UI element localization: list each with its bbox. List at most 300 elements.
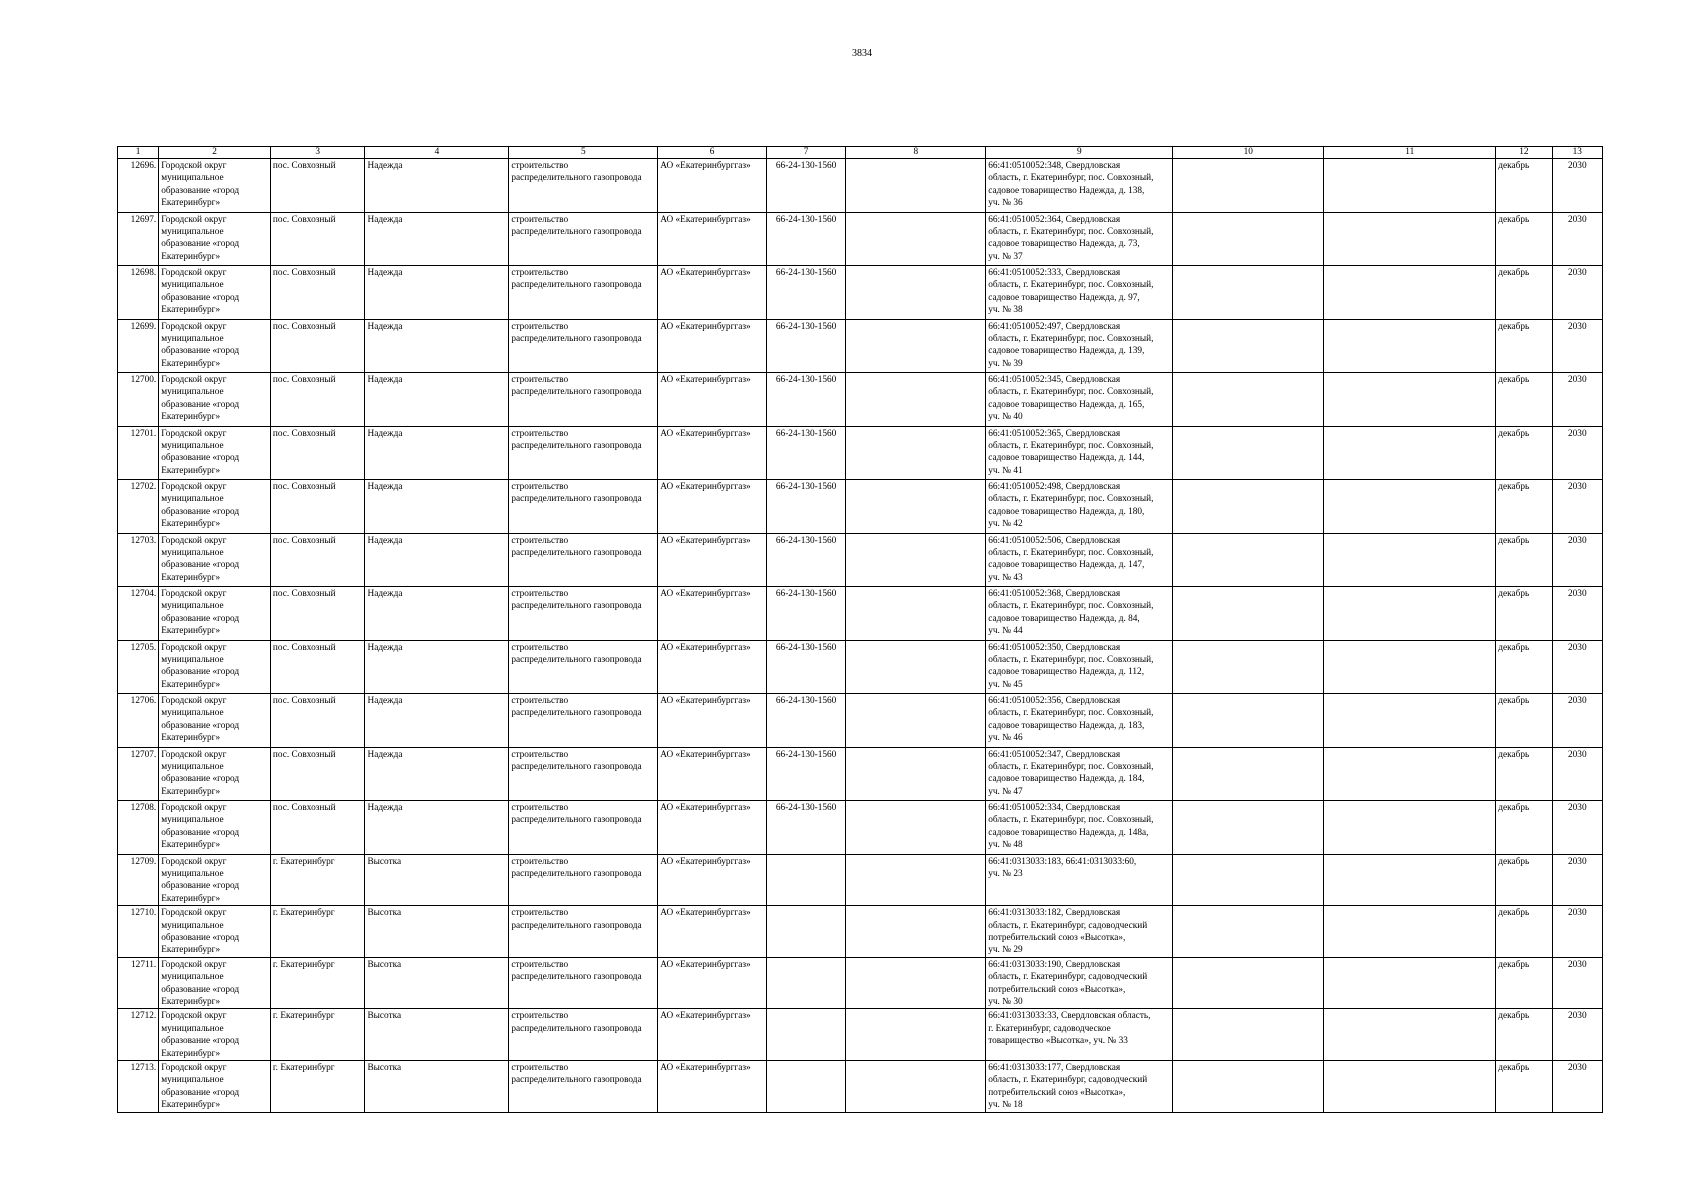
month-text: декабрь	[1498, 642, 1530, 653]
column-8-cell	[846, 159, 986, 213]
settlement-text: пос. Совхозный	[272, 696, 336, 706]
table-row	[118, 747, 1603, 801]
code-text: 66-24-130-1560	[775, 375, 837, 385]
column-header: 9	[986, 147, 1173, 159]
column-11-cell	[1324, 212, 1496, 266]
operator-text: АО «Екатеринбурггаз»	[660, 856, 751, 867]
registry-table	[117, 146, 1603, 1113]
code-cell	[766, 640, 845, 694]
settlement-text: пос. Совхозный	[272, 803, 336, 813]
table-row	[118, 906, 1603, 958]
year-text: 2030	[1568, 908, 1587, 919]
table-row	[118, 373, 1603, 427]
year-text: 2030	[1568, 589, 1587, 599]
row-number-cell	[118, 957, 159, 1009]
settlement-text: пос. Совхозный	[272, 268, 336, 278]
settlement-text: пос. Совхозный	[272, 482, 336, 492]
object-name-cell	[365, 1061, 509, 1113]
cadastral-address-text: 66:41:0510052:497, Свердловская область, г. Екатеринбург, пос. Совхозный, садовое товарищество Надежда, д. 139, уч. № 39	[988, 321, 1154, 369]
year-text: 2030	[1568, 428, 1587, 439]
operator-text: АО «Екатеринбурггаз»	[660, 696, 751, 706]
operator-text: АО «Екатеринбурггаз»	[660, 1011, 751, 1022]
column-11-cell	[1324, 1009, 1496, 1061]
month-cell	[1496, 1061, 1552, 1113]
operator-cell	[658, 801, 767, 855]
municipality-text: Городской округ муниципальное образование «город Екатеринбург»	[161, 959, 240, 1007]
cadastral-address-cell	[986, 212, 1173, 266]
code-text: 66-24-130-1560	[775, 428, 837, 439]
operator-text: АО «Екатеринбурггаз»	[660, 803, 751, 813]
settlement-text: г. Екатеринбург	[272, 908, 335, 919]
operator-text: АО «Екатеринбурггаз»	[660, 535, 751, 546]
operator-text: АО «Екатеринбурггаз»	[660, 161, 751, 171]
year-text: 2030	[1568, 642, 1587, 653]
municipality-cell	[159, 587, 271, 641]
work-type-text: строительство распределительного газопровода	[511, 749, 642, 772]
month-text: декабрь	[1498, 1011, 1530, 1022]
column-10-cell	[1173, 747, 1324, 801]
row-number-cell	[118, 587, 159, 641]
municipality-cell	[159, 854, 271, 906]
cadastral-address-cell	[986, 1009, 1173, 1061]
settlement-text: пос. Совхозный	[272, 589, 336, 599]
column-8-cell	[846, 906, 986, 958]
row-number-cell	[118, 212, 159, 266]
row-number-text: 12713.	[130, 1063, 157, 1073]
operator-cell	[658, 957, 767, 1009]
work-type-cell	[509, 801, 658, 855]
column-10-cell	[1173, 426, 1324, 480]
object-name-text: Высотка	[367, 959, 402, 970]
code-text: 66-24-130-1560	[775, 214, 837, 225]
cadastral-address-cell	[986, 747, 1173, 801]
month-text: декабрь	[1498, 959, 1530, 970]
month-cell	[1496, 533, 1552, 587]
work-type-cell	[509, 266, 658, 320]
row-number-cell	[118, 747, 159, 801]
work-type-cell	[509, 212, 658, 266]
row-number-cell	[118, 854, 159, 906]
work-type-text: строительство распределительного газопровода	[511, 428, 642, 451]
object-name-text: Надежда	[367, 749, 403, 760]
code-text: 66-24-130-1560	[775, 589, 837, 599]
month-cell	[1496, 426, 1552, 480]
settlement-text: пос. Совхозный	[272, 321, 336, 332]
settlement-text: г. Екатеринбург	[272, 1063, 335, 1073]
month-text: декабрь	[1498, 428, 1530, 439]
row-number-cell	[118, 801, 159, 855]
object-name-text: Высотка	[367, 1011, 402, 1022]
column-10-cell	[1173, 854, 1324, 906]
month-text: декабрь	[1498, 589, 1530, 599]
object-name-cell	[365, 159, 509, 213]
row-number-cell	[118, 159, 159, 213]
cadastral-address-text: 66:41:0510052:498, Свердловская область, г. Екатеринбург, пос. Совхозный, садовое товарищество Надежда, д. 180, уч. № 42	[988, 482, 1154, 530]
column-header: 10	[1173, 147, 1324, 159]
row-number-text: 12703.	[130, 535, 157, 546]
row-number-cell	[118, 319, 159, 373]
year-text: 2030	[1568, 959, 1587, 970]
settlement-cell	[270, 1061, 365, 1113]
operator-cell	[658, 694, 767, 748]
code-cell	[766, 319, 845, 373]
cadastral-address-text: 66:41:0510052:350, Свердловская область, г. Екатеринбург, пос. Совхозный, садовое товарищество Надежда, д. 112, уч. № 45	[988, 642, 1154, 690]
cadastral-address-text: 66:41:0510052:368, Свердловская область, г. Екатеринбург, пос. Совхозный, садовое товарищество Надежда, д. 84, уч. № 44	[988, 589, 1154, 637]
row-number-text: 12706.	[130, 696, 157, 706]
settlement-cell	[270, 480, 365, 534]
column-header: 1	[118, 147, 159, 159]
row-number-cell	[118, 1009, 159, 1061]
column-10-cell	[1173, 159, 1324, 213]
municipality-text: Городской округ муниципальное образование «город Екатеринбург»	[161, 1063, 240, 1111]
work-type-text: строительство распределительного газопровода	[511, 803, 642, 826]
column-header: 4	[365, 147, 509, 159]
row-number-text: 12705.	[130, 642, 157, 653]
settlement-text: пос. Совхозный	[272, 749, 336, 760]
cadastral-address-text: 66:41:0510052:348, Свердловская область, г. Екатеринбург, пос. Совхозный, садовое товарищество Надежда, д. 138, уч. № 36	[988, 161, 1154, 209]
code-text: 66-24-130-1560	[775, 749, 837, 760]
row-number-text: 12699.	[130, 321, 157, 332]
column-header: 6	[658, 147, 767, 159]
code-text: 66-24-130-1560	[775, 268, 837, 278]
row-number-cell	[118, 533, 159, 587]
work-type-text: строительство распределительного газопровода	[511, 589, 642, 612]
work-type-cell	[509, 373, 658, 427]
month-cell	[1496, 957, 1552, 1009]
object-name-cell	[365, 640, 509, 694]
column-11-cell	[1324, 906, 1496, 958]
code-text: 66-24-130-1560	[775, 161, 837, 171]
table-row	[118, 1061, 1603, 1113]
object-name-cell	[365, 694, 509, 748]
row-number-text: 12711.	[131, 959, 157, 970]
work-type-cell	[509, 426, 658, 480]
municipality-cell	[159, 957, 271, 1009]
object-name-text: Высотка	[367, 856, 402, 867]
work-type-text: строительство распределительного газопровода	[511, 642, 642, 665]
settlement-text: пос. Совхозный	[272, 535, 336, 546]
work-type-cell	[509, 640, 658, 694]
code-cell	[766, 906, 845, 958]
column-header: 2	[159, 147, 271, 159]
column-10-cell	[1173, 587, 1324, 641]
month-cell	[1496, 694, 1552, 748]
column-11-cell	[1324, 319, 1496, 373]
code-cell	[766, 373, 845, 427]
row-number-text: 12702.	[130, 482, 157, 492]
work-type-cell	[509, 1009, 658, 1061]
cadastral-address-cell	[986, 159, 1173, 213]
object-name-cell	[365, 533, 509, 587]
municipality-cell	[159, 747, 271, 801]
month-cell	[1496, 801, 1552, 855]
code-text: 66-24-130-1560	[775, 321, 837, 332]
code-cell	[766, 212, 845, 266]
operator-text: АО «Екатеринбурггаз»	[660, 214, 751, 225]
cadastral-address-cell	[986, 957, 1173, 1009]
row-number-cell	[118, 1061, 159, 1113]
month-text: декабрь	[1498, 161, 1530, 171]
settlement-cell	[270, 747, 365, 801]
year-cell	[1552, 480, 1602, 534]
column-8-cell	[846, 480, 986, 534]
municipality-cell	[159, 159, 271, 213]
month-cell	[1496, 587, 1552, 641]
table-row	[118, 426, 1603, 480]
column-10-cell	[1173, 533, 1324, 587]
settlement-cell	[270, 640, 365, 694]
municipality-text: Городской округ муниципальное образование «город Екатеринбург»	[161, 428, 240, 476]
column-11-cell	[1324, 533, 1496, 587]
settlement-cell	[270, 801, 365, 855]
code-text: 66-24-130-1560	[775, 696, 837, 706]
settlement-cell	[270, 319, 365, 373]
column-11-cell	[1324, 480, 1496, 534]
operator-text: АО «Екатеринбурггаз»	[660, 482, 751, 492]
column-8-cell	[846, 854, 986, 906]
operator-cell	[658, 906, 767, 958]
year-text: 2030	[1568, 375, 1587, 385]
operator-text: АО «Екатеринбурггаз»	[660, 642, 751, 653]
column-10-cell	[1173, 1061, 1324, 1113]
cadastral-address-cell	[986, 373, 1173, 427]
row-number-text: 12704.	[130, 589, 157, 599]
row-number-cell	[118, 266, 159, 320]
municipality-cell	[159, 373, 271, 427]
operator-text: АО «Екатеринбурггаз»	[660, 959, 751, 970]
year-cell	[1552, 266, 1602, 320]
operator-cell	[658, 640, 767, 694]
row-number-cell	[118, 426, 159, 480]
object-name-cell	[365, 1009, 509, 1061]
operator-text: АО «Екатеринбурггаз»	[660, 321, 751, 332]
table-row	[118, 801, 1603, 855]
municipality-cell	[159, 694, 271, 748]
code-text: 66-24-130-1560	[775, 482, 837, 492]
cadastral-address-text: 66:41:0510052:333, Свердловская область, г. Екатеринбург, пос. Совхозный, садовое товарищество Надежда, д. 97, уч. № 38	[988, 268, 1154, 316]
table-row	[118, 694, 1603, 748]
municipality-text: Городской округ муниципальное образование «город Екатеринбург»	[161, 482, 240, 530]
column-8-cell	[846, 266, 986, 320]
work-type-text: строительство распределительного газопровода	[511, 959, 642, 983]
year-text: 2030	[1568, 1063, 1587, 1073]
column-10-cell	[1173, 319, 1324, 373]
row-number-text: 12698.	[130, 268, 157, 278]
operator-cell	[658, 319, 767, 373]
cadastral-address-cell	[986, 906, 1173, 958]
year-cell	[1552, 801, 1602, 855]
row-number-text: 12701.	[130, 428, 157, 439]
year-text: 2030	[1568, 749, 1587, 760]
object-name-cell	[365, 587, 509, 641]
operator-text: АО «Екатеринбурггаз»	[660, 268, 751, 278]
row-number-cell	[118, 640, 159, 694]
month-text: декабрь	[1498, 214, 1530, 225]
year-text: 2030	[1568, 214, 1587, 225]
table-row	[118, 1009, 1603, 1061]
column-11-cell	[1324, 694, 1496, 748]
operator-cell	[658, 1009, 767, 1061]
column-10-cell	[1173, 906, 1324, 958]
column-10-cell	[1173, 1009, 1324, 1061]
column-11-cell	[1324, 747, 1496, 801]
month-cell	[1496, 1009, 1552, 1061]
object-name-text: Надежда	[367, 321, 403, 332]
column-10-cell	[1173, 266, 1324, 320]
cadastral-address-text: 66:41:0313033:182, Свердловская область, г. Екатеринбург, садоводческий потребительский союз «Высотка», уч. № 29	[988, 908, 1148, 956]
month-cell	[1496, 747, 1552, 801]
operator-text: АО «Екатеринбурггаз»	[660, 589, 751, 599]
settlement-cell	[270, 266, 365, 320]
work-type-cell	[509, 159, 658, 213]
municipality-text: Городской округ муниципальное образование «город Екатеринбург»	[161, 535, 240, 583]
code-cell	[766, 587, 845, 641]
object-name-cell	[365, 957, 509, 1009]
settlement-text: пос. Совхозный	[272, 375, 336, 385]
header-row	[118, 147, 1603, 159]
object-name-text: Надежда	[367, 803, 403, 813]
year-cell	[1552, 1061, 1602, 1113]
row-number-text: 12700.	[130, 375, 157, 385]
column-10-cell	[1173, 694, 1324, 748]
year-cell	[1552, 694, 1602, 748]
object-name-text: Надежда	[367, 482, 403, 492]
municipality-text: Городской округ муниципальное образование «город Екатеринбург»	[161, 803, 240, 851]
municipality-text: Городской округ муниципальное образование «город Екатеринбург»	[161, 696, 240, 744]
column-header: 7	[766, 147, 845, 159]
row-number-text: 12709.	[130, 856, 157, 867]
row-number-cell	[118, 480, 159, 534]
settlement-cell	[270, 426, 365, 480]
column-11-cell	[1324, 266, 1496, 320]
month-text: декабрь	[1498, 321, 1530, 332]
column-8-cell	[846, 801, 986, 855]
year-cell	[1552, 854, 1602, 906]
settlement-text: пос. Совхозный	[272, 428, 336, 439]
month-cell	[1496, 854, 1552, 906]
code-cell	[766, 533, 845, 587]
month-text: декабрь	[1498, 482, 1530, 492]
month-text: декабрь	[1498, 1063, 1530, 1073]
work-type-cell	[509, 854, 658, 906]
settlement-text: г. Екатеринбург	[272, 959, 335, 970]
column-11-cell	[1324, 373, 1496, 427]
municipality-text: Городской округ муниципальное образование «город Екатеринбург»	[161, 268, 240, 316]
object-name-text: Надежда	[367, 214, 403, 225]
municipality-cell	[159, 801, 271, 855]
column-8-cell	[846, 1061, 986, 1113]
municipality-text: Городской округ муниципальное образование «город Екатеринбург»	[161, 856, 240, 904]
object-name-text: Высотка	[367, 1063, 402, 1073]
operator-cell	[658, 587, 767, 641]
work-type-cell	[509, 587, 658, 641]
operator-text: АО «Екатеринбурггаз»	[660, 1063, 751, 1073]
object-name-cell	[365, 854, 509, 906]
object-name-text: Высотка	[367, 908, 402, 919]
row-number-text: 12708.	[130, 803, 157, 813]
work-type-text: строительство распределительного газопровода	[511, 214, 642, 237]
operator-cell	[658, 373, 767, 427]
code-cell	[766, 957, 845, 1009]
year-text: 2030	[1568, 161, 1587, 171]
settlement-cell	[270, 694, 365, 748]
table-row	[118, 587, 1603, 641]
object-name-cell	[365, 266, 509, 320]
object-name-text: Надежда	[367, 696, 403, 706]
cadastral-address-cell	[986, 266, 1173, 320]
code-cell	[766, 694, 845, 748]
work-type-cell	[509, 319, 658, 373]
work-type-text: строительство распределительного газопровода	[511, 161, 642, 184]
operator-text: АО «Екатеринбурггаз»	[660, 428, 751, 439]
municipality-text: Городской округ муниципальное образование «город Екатеринбург»	[161, 908, 240, 956]
operator-cell	[658, 480, 767, 534]
column-8-cell	[846, 957, 986, 1009]
code-cell	[766, 480, 845, 534]
month-text: декабрь	[1498, 856, 1530, 867]
cadastral-address-text: 66:41:0510052:347, Свердловская область, г. Екатеринбург, пос. Совхозный, садовое товарищество Надежда, д. 184, уч. № 47	[988, 749, 1154, 797]
column-8-cell	[846, 1009, 986, 1061]
year-cell	[1552, 587, 1602, 641]
code-cell	[766, 1009, 845, 1061]
work-type-cell	[509, 694, 658, 748]
code-cell	[766, 1061, 845, 1113]
settlement-cell	[270, 533, 365, 587]
table-row	[118, 212, 1603, 266]
year-cell	[1552, 906, 1602, 958]
cadastral-address-cell	[986, 533, 1173, 587]
work-type-cell	[509, 906, 658, 958]
year-cell	[1552, 319, 1602, 373]
work-type-text: строительство распределительного газопровода	[511, 535, 642, 558]
year-cell	[1552, 1009, 1602, 1061]
table-row	[118, 266, 1603, 320]
cadastral-address-text: 66:41:0313033:190, Свердловская область, г. Екатеринбург, садоводческий потребительский союз «Высотка», уч. № 30	[988, 959, 1148, 1007]
column-8-cell	[846, 694, 986, 748]
municipality-text: Городской округ муниципальное образование «город Екатеринбург»	[161, 214, 240, 262]
work-type-cell	[509, 957, 658, 1009]
object-name-text: Надежда	[367, 375, 403, 385]
object-name-cell	[365, 212, 509, 266]
work-type-cell	[509, 747, 658, 801]
table-row	[118, 480, 1603, 534]
year-text: 2030	[1568, 696, 1587, 706]
month-text: декабрь	[1498, 375, 1530, 385]
month-text: декабрь	[1498, 908, 1530, 919]
row-number-cell	[118, 694, 159, 748]
object-name-cell	[365, 426, 509, 480]
column-header: 5	[509, 147, 658, 159]
settlement-cell	[270, 587, 365, 641]
table-row	[118, 533, 1603, 587]
settlement-cell	[270, 373, 365, 427]
column-10-cell	[1173, 801, 1324, 855]
work-type-text: строительство распределительного газопровода	[511, 856, 642, 879]
column-8-cell	[846, 533, 986, 587]
table-row	[118, 854, 1603, 906]
code-cell	[766, 801, 845, 855]
cadastral-address-text: 66:41:0510052:364, Свердловская область, г. Екатеринбург, пос. Совхозный, садовое товарищество Надежда, д. 73, уч. № 37	[988, 214, 1154, 262]
cadastral-address-text: 66:41:0313033:33, Свердловская область, г. Екатеринбург, садоводческое товарищество «Высотка», уч. № 33	[988, 1011, 1151, 1047]
year-text: 2030	[1568, 482, 1587, 492]
cadastral-address-cell	[986, 426, 1173, 480]
municipality-cell	[159, 426, 271, 480]
work-type-cell	[509, 533, 658, 587]
operator-cell	[658, 426, 767, 480]
cadastral-address-cell	[986, 587, 1173, 641]
code-text: 66-24-130-1560	[775, 803, 837, 813]
municipality-text: Городской округ муниципальное образование «город Екатеринбург»	[161, 1011, 240, 1059]
